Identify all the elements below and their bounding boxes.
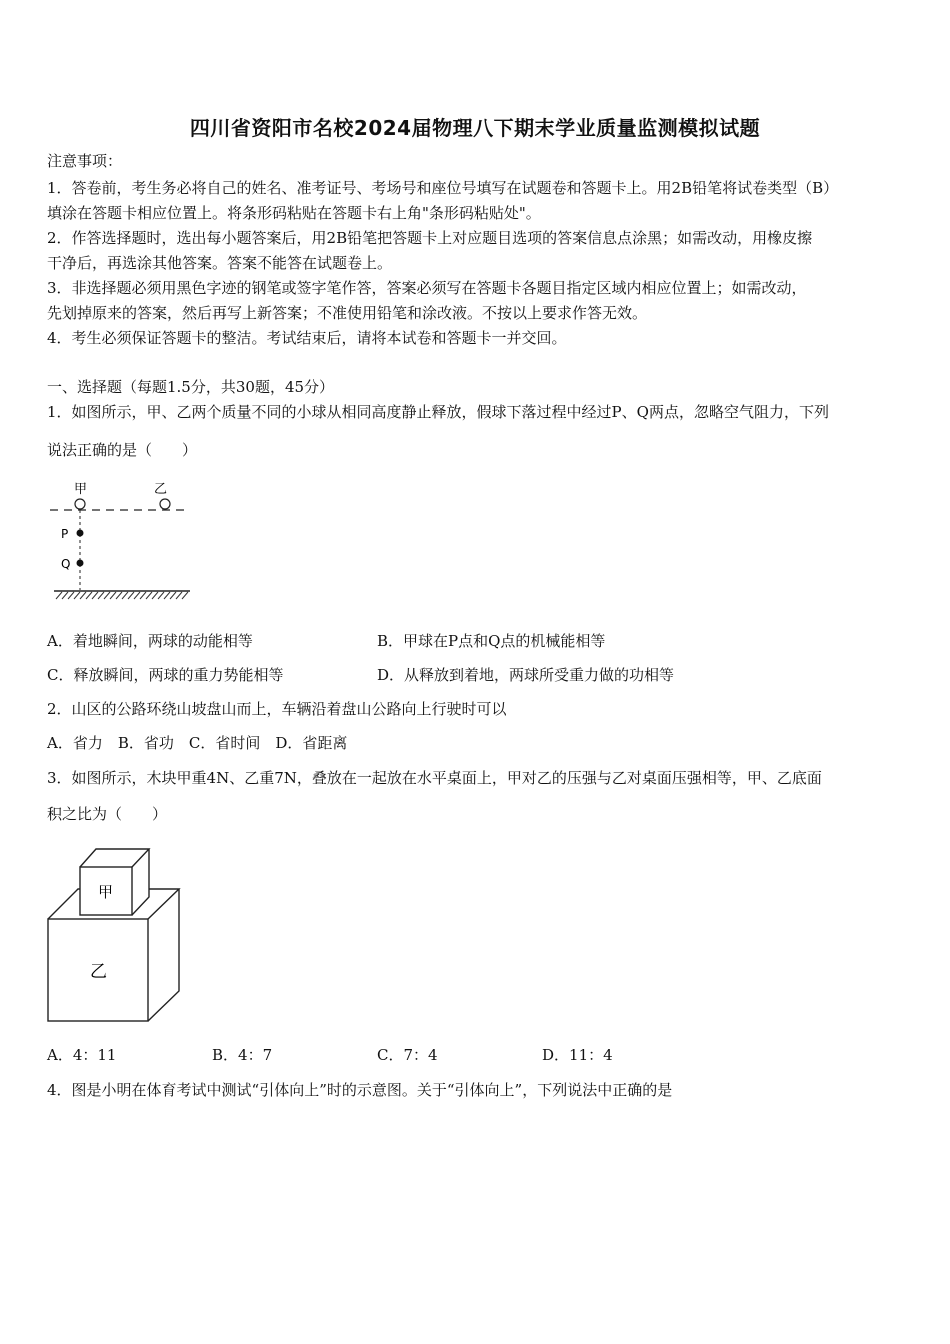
- ball-yi: [160, 499, 170, 509]
- notice-line-4: 干净后，再选涂其他答案。答案不能答在试题卷上。: [47, 254, 393, 272]
- ground-hatch: [56, 592, 188, 599]
- notice-line-5: 3．非选择题必须用黑色字迹的钢笔或签字笔作答，答案必须写在答题卡各题目指定区域内相应位置上；如需改动，: [47, 279, 807, 297]
- q1-option-d: D．从释放到着地，两球所受重力做的功相等: [377, 666, 675, 684]
- page-title: 四川省资阳市名校2024届物理八下期末学业质量监测模拟试题: [189, 116, 761, 140]
- q1-label-jia: 甲: [74, 482, 88, 497]
- q4-stem: 4．图是小明在体育考试中测试“引体向上”时的示意图。关于“引体向上”，下列说法中正确的是: [47, 1081, 673, 1099]
- q1-option-a: A．着地瞬间，两球的动能相等: [47, 632, 253, 650]
- q3-option-c: C．7：4: [377, 1046, 438, 1064]
- q1-stem-line-2: 说法正确的是（ ）: [47, 441, 198, 459]
- point-p: [77, 530, 84, 537]
- notice-line-3: 2．作答选择题时，选出每小题答案后，用2B铅笔把答题卡上对应题目选项的答案信息点涂黑；如需改动，用橡皮擦: [47, 229, 813, 247]
- notice-line-2: 填涂在答题卡相应位置上。将条形码粘贴在答题卡右上角"条形码粘贴处"。: [47, 204, 541, 222]
- q1-figure: [44, 478, 200, 604]
- q3-option-a: A．4：11: [47, 1046, 117, 1064]
- notice-heading: 注意事项：: [47, 152, 123, 170]
- q3-stem-line-1: 3．如图所示，木块甲重4N、乙重7N，叠放在一起放在水平桌面上，甲对乙的压强与乙对桌面压强相等，甲、乙底面: [47, 769, 822, 787]
- q3-stem-line-2: 积之比为（ ）: [47, 805, 168, 823]
- notice-line-6: 先划掉原来的答案，然后再写上新答案；不准使用铅笔和涂改液。不按以上要求作答无效。: [47, 304, 648, 322]
- q3-option-d: D．11：4: [542, 1046, 613, 1064]
- notice-line-7: 4．考生必须保证答题卡的整洁。考试结束后，请将本试卷和答题卡一并交回。: [47, 329, 567, 347]
- q1-label-yi: 乙: [154, 482, 168, 497]
- q3-figure: [44, 845, 184, 1027]
- q1-option-b: B．甲球在P点和Q点的机械能相等: [377, 632, 606, 650]
- q3-option-b: B．4：7: [212, 1046, 273, 1064]
- q2-options: A．省力 B．省功 C．省时间 D．省距离: [47, 734, 348, 752]
- q1-label-p: P: [61, 527, 69, 541]
- q1-label-q: Q: [61, 557, 71, 571]
- q2-stem: 2．山区的公路环绕山坡盘山而上，车辆沿着盘山公路向上行驶时可以: [47, 700, 507, 718]
- q3-label-jia: 甲: [98, 883, 114, 901]
- q1-stem-line-1: 1．如图所示，甲、乙两个质量不同的小球从相同高度静止释放，假球下落过程中经过P、Q两点，忽略空气阻力，下列: [47, 403, 829, 421]
- notice-line-1: 1．答卷前，考生务必将自己的姓名、准考证号、考场号和座位号填写在试题卷和答题卡上。用2B铅笔将试卷类型（B）: [47, 179, 839, 197]
- point-q: [77, 560, 84, 567]
- q3-label-yi: 乙: [90, 962, 107, 982]
- q1-option-c: C．释放瞬间，两球的重力势能相等: [47, 666, 284, 684]
- ball-jia: [75, 499, 85, 509]
- section-heading: 一、选择题（每题1.5分，共30题，45分）: [47, 378, 335, 396]
